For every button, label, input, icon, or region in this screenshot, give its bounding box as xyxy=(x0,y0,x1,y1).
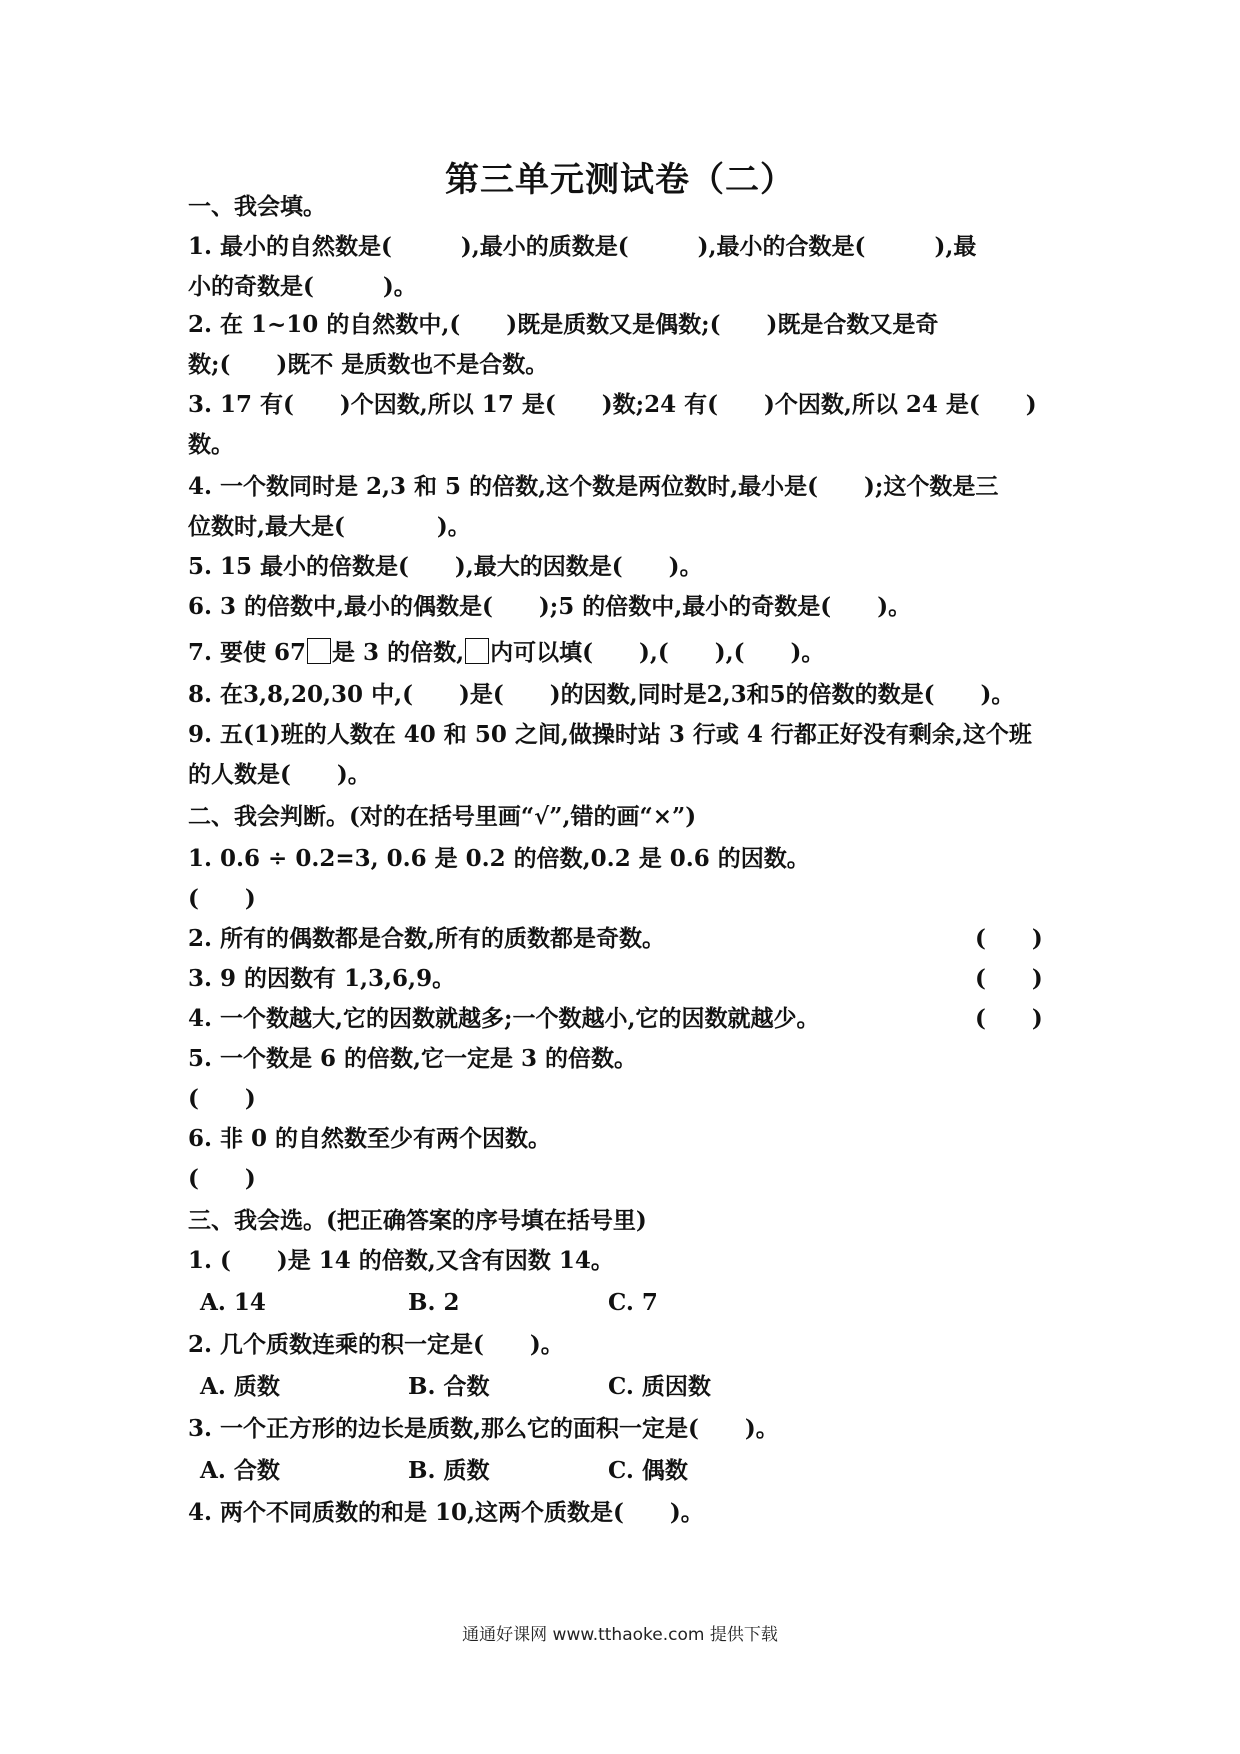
option-a: A. 14 xyxy=(200,1289,266,1316)
question-line: 数。 xyxy=(188,431,234,458)
judge-question: 6. 非 0 的自然数至少有两个因数。 xyxy=(188,1125,552,1152)
q7-part-b: 是 3 的倍数, xyxy=(332,639,465,666)
q7-part-a: 7. 要使 67 xyxy=(188,639,307,666)
section-heading: 三、我会选。(把正确答案的序号填在括号里) xyxy=(188,1207,647,1234)
question-line: 2. 在 1~10 的自然数中,( )既是质数又是偶数;( )既是合数又是奇 xyxy=(188,311,939,338)
question-line: 5. 15 最小的倍数是( ),最大的因数是( )。 xyxy=(188,553,703,580)
option-a: A. 合数 xyxy=(200,1457,280,1484)
option-c: C. 7 xyxy=(608,1289,658,1316)
question-line: 6. 3 的倍数中,最小的偶数是( );5 的倍数中,最小的奇数是( )。 xyxy=(188,593,912,620)
judge-question: 3. 9 的因数有 1,3,6,9。 xyxy=(188,965,456,992)
footer-source: 通通好课网 www.tthaoke.com 提供下载 xyxy=(462,1625,778,1645)
question-line: 4. 一个数同时是 2,3 和 5 的倍数,这个数是两位数时,最小是( );这个数是三 xyxy=(188,473,999,500)
choice-question: 4. 两个不同质数的和是 10,这两个质数是( )。 xyxy=(188,1499,704,1526)
option-b: B. 2 xyxy=(408,1289,460,1316)
option-c: C. 偶数 xyxy=(608,1457,688,1484)
page-title: 第三单元测试卷（二） xyxy=(445,160,795,200)
question-line: 的人数是( )。 xyxy=(188,761,371,788)
question-line: 小的奇数是( )。 xyxy=(188,273,417,300)
question-line: 数;( )既不 是质数也不是合数。 xyxy=(188,351,549,378)
section-heading: 二、我会判断。(对的在括号里画“√”,错的画“×”) xyxy=(188,803,697,830)
question-line: 1. 最小的自然数是( ),最小的质数是( ),最小的合数是( ),最 xyxy=(188,233,977,260)
option-b: B. 合数 xyxy=(408,1373,490,1400)
option-c: C. 质因数 xyxy=(608,1373,711,1400)
question-line: 9. 五(1)班的人数在 40 和 50 之间,做操时站 3 行或 4 行都正好没有剩余,这个班 xyxy=(188,721,1032,748)
judge-question: 2. 所有的偶数都是合数,所有的质数都是奇数。 xyxy=(188,925,666,952)
question-line: 3. 17 有( )个因数,所以 17 是( )数;24 有( )个因数,所以 24 是( ) xyxy=(188,391,1037,418)
answer-paren: ( ) xyxy=(975,925,1043,952)
choice-question: 3. 一个正方形的边长是质数,那么它的面积一定是( )。 xyxy=(188,1415,779,1442)
choice-question: 2. 几个质数连乘的积一定是( )。 xyxy=(188,1331,564,1358)
q7-part-c: 内可以填( ),( ),( )。 xyxy=(490,639,825,666)
option-b: B. 质数 xyxy=(408,1457,490,1484)
judge-question: 4. 一个数越大,它的因数就越多;一个数越小,它的因数就越少。 xyxy=(188,1005,820,1032)
blank-box xyxy=(465,638,489,664)
choice-question: 1. ( )是 14 的倍数,又含有因数 14。 xyxy=(188,1247,614,1274)
answer-paren: ( ) xyxy=(188,1085,256,1112)
answer-paren: ( ) xyxy=(975,965,1043,992)
answer-paren: ( ) xyxy=(975,1005,1043,1032)
section-heading: 一、我会填。 xyxy=(188,193,326,220)
answer-paren: ( ) xyxy=(188,885,256,912)
judge-question: 5. 一个数是 6 的倍数,它一定是 3 的倍数。 xyxy=(188,1045,638,1072)
blank-box xyxy=(307,638,331,664)
question-line: 8. 在3,8,20,30 中,( )是( )的因数,同时是2,3和5的倍数的数是( )。 xyxy=(188,681,1015,708)
answer-paren: ( ) xyxy=(188,1165,256,1192)
option-a: A. 质数 xyxy=(200,1373,280,1400)
question-line: 位数时,最大是( )。 xyxy=(188,513,471,540)
judge-question: 1. 0.6 ÷ 0.2=3, 0.6 是 0.2 的倍数,0.2 是 0.6 的因数。 xyxy=(188,845,810,872)
question-line-7 xyxy=(188,636,1068,670)
